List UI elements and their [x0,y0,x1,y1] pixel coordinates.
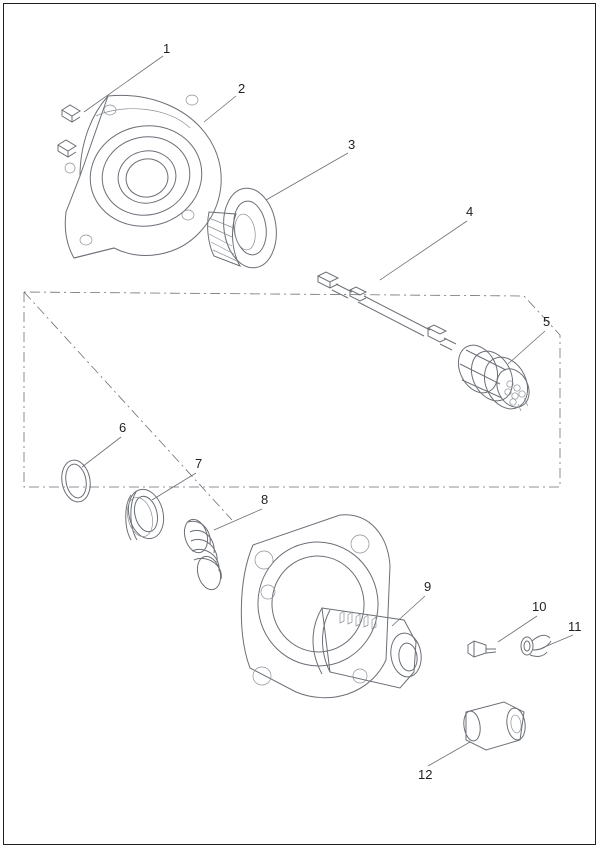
part-9-main-housing [241,515,424,698]
callout-label-2[interactable]: 2 [238,81,246,96]
part-10-plug [468,641,496,657]
callout-label-11[interactable]: 11 [568,619,582,634]
callout-label-12[interactable]: 12 [418,767,433,782]
part-6-o-ring [59,458,94,504]
leader-lines [82,56,573,766]
callout-label-7[interactable]: 7 [195,456,203,471]
callout-label-10[interactable]: 10 [532,599,547,614]
callout-label-5[interactable]: 5 [543,314,551,329]
callout-label-1[interactable]: 1 [163,41,171,56]
callout-label-4[interactable]: 4 [466,204,474,219]
callout-label-9[interactable]: 9 [424,579,432,594]
part-4-shaft [318,272,456,350]
part-12-end-cap [462,702,527,750]
assembly-group-outline [24,292,560,520]
callout-label-6[interactable]: 6 [119,420,127,435]
part-1-bolts [58,105,80,157]
callout-label-8[interactable]: 8 [261,492,269,507]
part-2-cover-plate [65,95,221,258]
callout-label-3[interactable]: 3 [348,137,356,152]
